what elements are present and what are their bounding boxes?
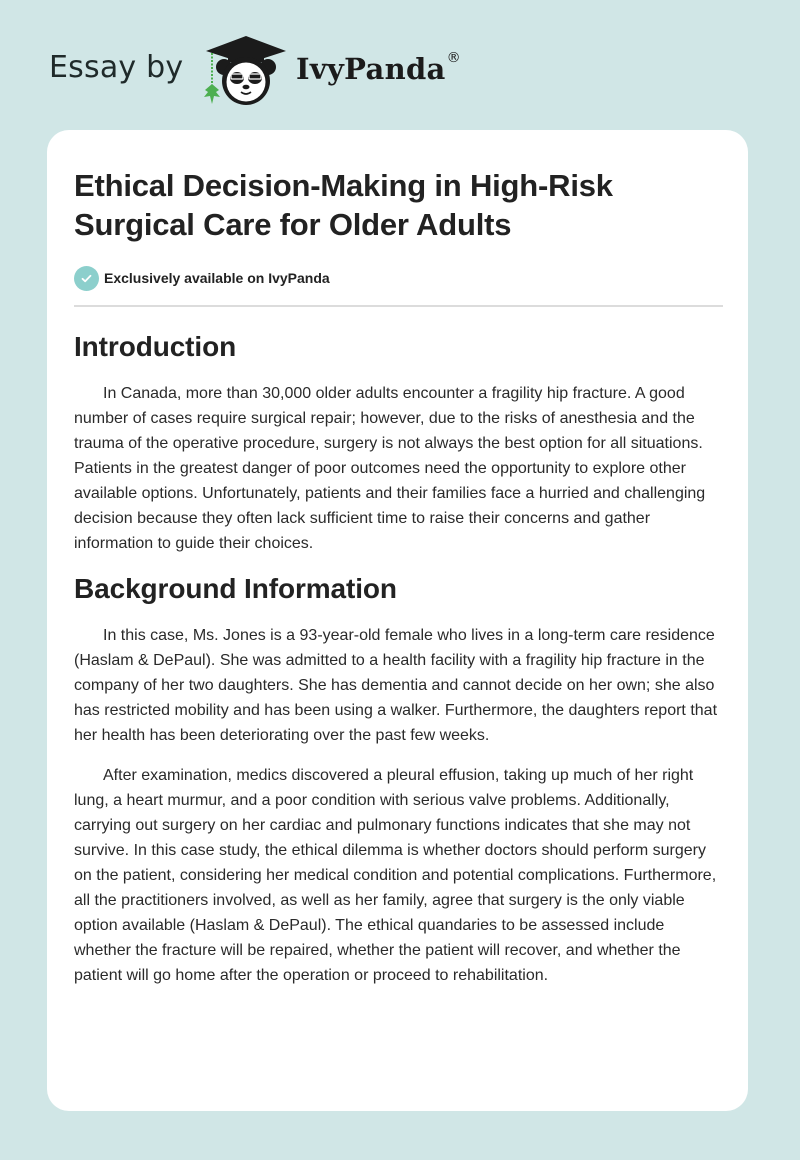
- exclusive-badge: [74, 265, 723, 291]
- exclusive-label: Exclusively available on IvyPanda: [104, 270, 330, 286]
- section-introduction: [74, 330, 723, 556]
- divider: [74, 305, 723, 307]
- registered-mark: ®: [446, 50, 461, 66]
- essay-content: [74, 166, 723, 988]
- brand-name[interactable]: [296, 52, 461, 86]
- site-header: [0, 0, 800, 130]
- section-heading: Introduction: [74, 331, 237, 362]
- essay-card: [47, 130, 748, 1111]
- paragraph: In this case, Ms. Jones is a 93-year-old female who lives in a long-term care residence (Haslam & DePaul). She was admitted to a health facility with a fragility hip fracture in the company of her two daughters. She has dementia and cannot decide on her own; she also has restricted mobility and has been using a walker. Furthermore, the daughters report that her health has been deteriorating over the past few weeks.: [74, 627, 718, 744]
- panda-graduate-icon[interactable]: [200, 34, 292, 108]
- section-background-information: [74, 572, 723, 988]
- paragraph: In Canada, more than 30,000 older adults encounter a fragility hip fracture. A good number of cases require surgical repair; however, due to the risks of anesthesia and the trauma of the operative procedure, surgery is not always the best option for all situations. Patients in the greatest danger of poor outcomes need the opportunity to explore other available options. Unfortunately, patients and their families face a hurried and challenging decision because they often lack sufficient time to raise their concerns and gather information to guide their choices.: [74, 385, 706, 552]
- paragraph: After examination, medics discovered a pleural effusion, taking up much of her right lung, a heart murmur, and a poor condition with serious valve problems. Additionally, carrying out surgery on her cardiac and pulmonary functions indicates that she may not survive. In this case study, the ethical dilemma is whether doctors should perform surgery on the patient, considering her medical condition and potential complications. Furthermore, all the practitioners involved, as well as her family, agree that surgery is the only viable option available (Haslam & DePaul). The ethical quandaries to be assessed include whether the fracture will be repaired, whether the patient will recover, and whether the patient will go home after the operation or proceed to rehabilitation.: [74, 767, 717, 984]
- section-heading: Background Information: [74, 573, 397, 604]
- check-circle-icon: [74, 266, 99, 291]
- brand-text: IvyPanda: [296, 52, 446, 86]
- page-title: Ethical Decision-Making in High-Risk Surgical Care for Older Adults: [74, 168, 613, 242]
- essay-by-label: Essay by: [49, 50, 184, 85]
